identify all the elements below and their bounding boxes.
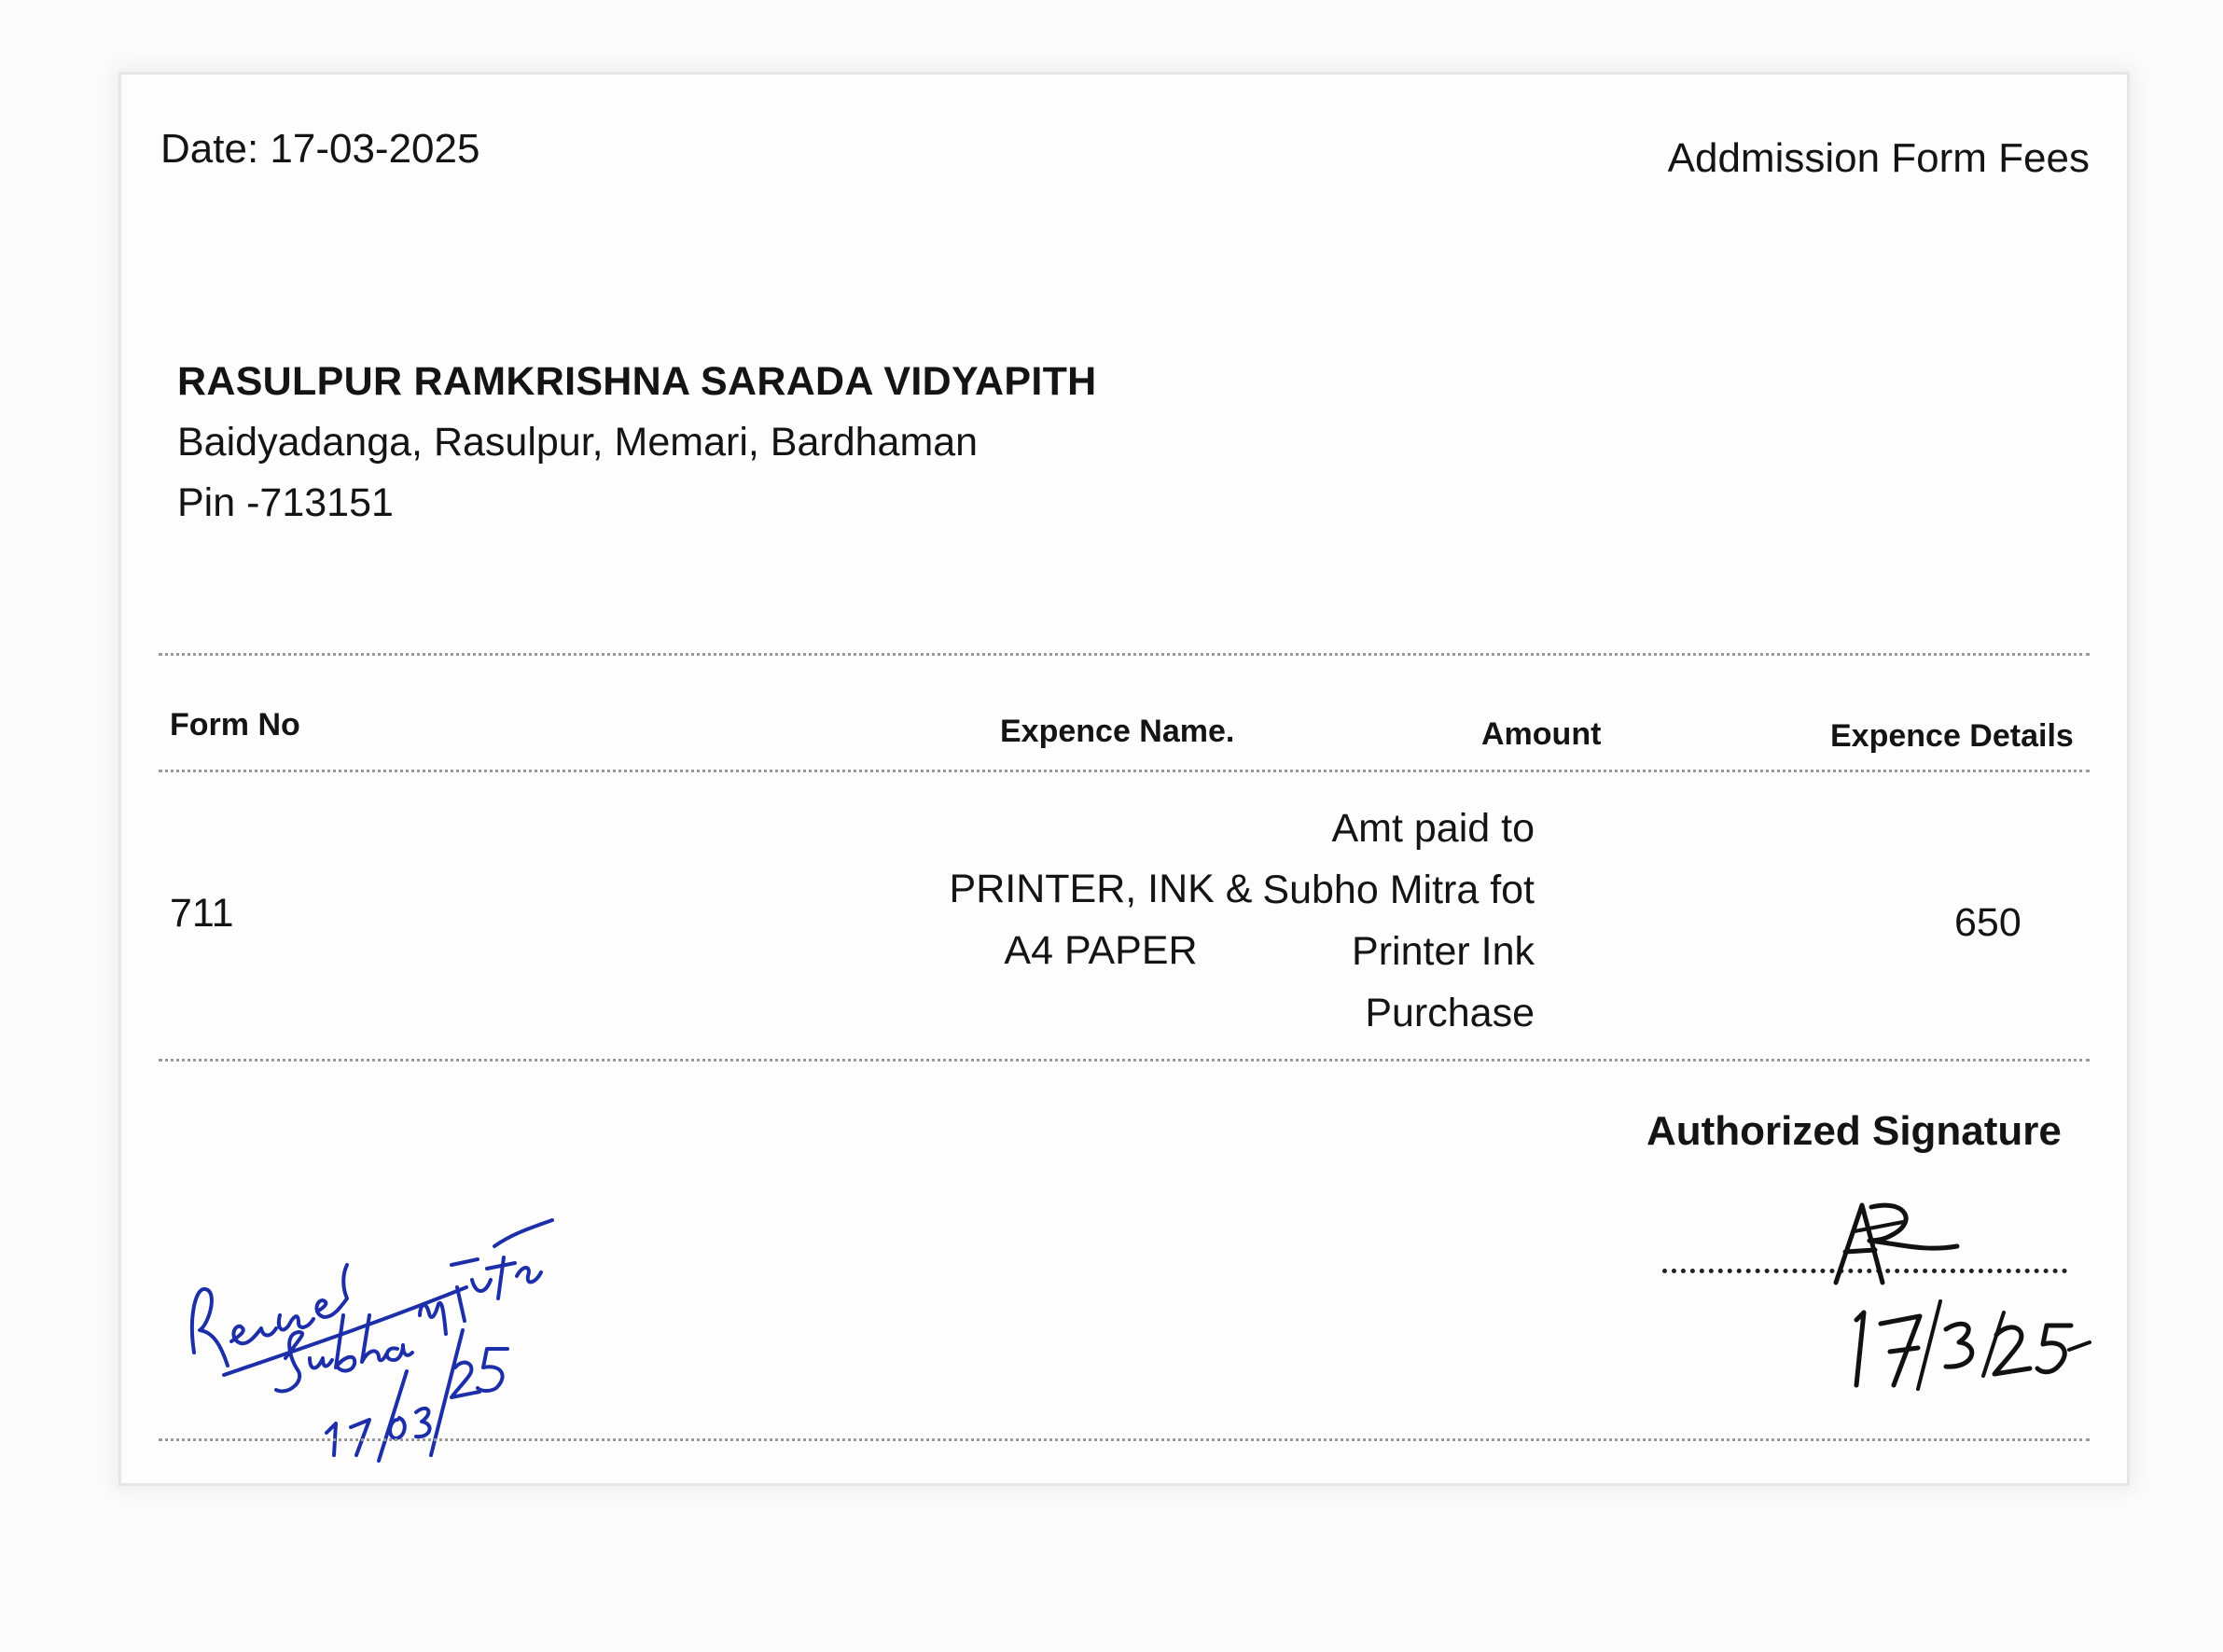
received-note-handwriting <box>187 1175 634 1465</box>
divider-body <box>159 1059 2090 1062</box>
column-header-expence-details: Expence Details <box>1830 718 2074 754</box>
document-type: Addmission Form Fees <box>1667 135 2090 181</box>
cell-expence-details: 650 <box>1954 900 2022 945</box>
divider-bottom <box>159 1438 2090 1441</box>
school-pin: Pin -713151 <box>177 480 394 525</box>
column-header-form-no: Form No <box>170 707 300 743</box>
divider-top <box>159 653 2090 656</box>
divider-header <box>159 770 2090 772</box>
signature-initials-handwriting <box>1817 1194 1976 1297</box>
column-header-amount: Amount <box>1481 716 1602 752</box>
authorized-signature-label: Authorized Signature <box>1646 1108 2062 1154</box>
column-header-expence-name: Expence Name. <box>1000 714 1235 749</box>
school-address: Baidyadanga, Rasulpur, Memari, Bardhaman <box>177 420 979 465</box>
receipt-sheet <box>121 75 2127 1483</box>
cell-amount: Amt paid to Subho Mitra fot Printer Ink Purchase <box>1262 806 1535 1035</box>
cell-form-no: 711 <box>170 891 234 936</box>
signature-date-handwriting <box>1836 1292 2097 1395</box>
school-name: RASULPUR RAMKRISHNA SARADA VIDYAPITH <box>177 359 1097 404</box>
cell-expence-name: PRINTER, INK & A4 PAPER <box>949 867 1253 973</box>
receipt-date: Date: 17-03-2025 <box>160 126 480 172</box>
